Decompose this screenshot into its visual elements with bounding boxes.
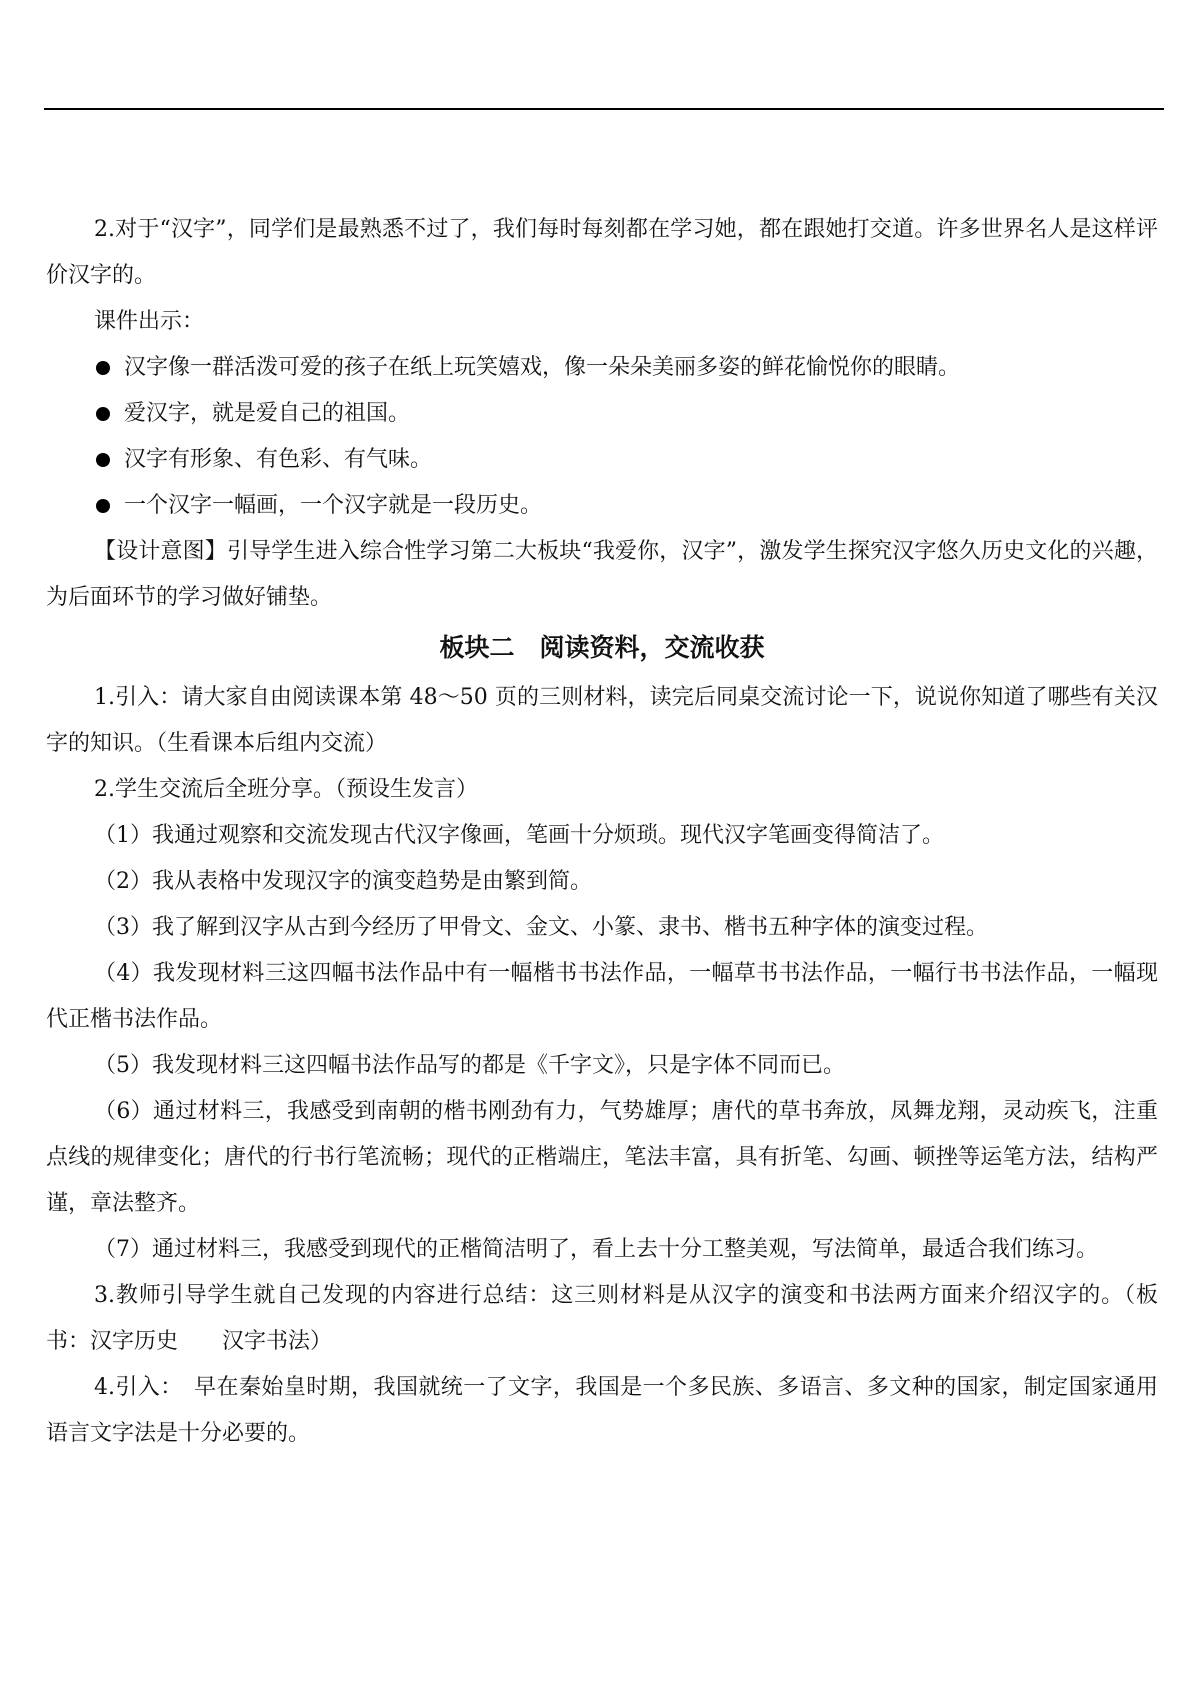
document-body: [46, 207, 1158, 1457]
paragraph-law-intro: 4.引入： 早在秦始皇时期，我国就统一了文字，我国是一个多民族、多语言、多文种的国家，制定国家通用语言文字法是十分必要的。: [46, 1375, 1158, 1446]
list-item: （4）我发现材料三这四幅书法作品中有一幅楷书书法作品，一幅草书书法作品，一幅行书书法作品，一幅现代正楷书法作品。: [46, 961, 1158, 1032]
paragraph-reading-intro: 1.引入：请大家自由阅读课本第 48～50 页的三则材料，读完后同桌交流讨论一下，说说你知道了哪些有关汉字的知识。（生看课本后组内交流）: [46, 685, 1158, 756]
bullet-text: 一个汉字一幅画，一个汉字就是一段历史。: [124, 493, 543, 518]
paragraph-design-intent: 【设计意图】引导学生进入综合性学习第二大板块“我爱你，汉字”，激发学生探究汉字悠久历史文化的兴趣，为后面环节的学习做好铺垫。: [46, 539, 1158, 610]
bullet-text: 汉字有形象、有色彩、有气味。: [124, 447, 433, 472]
bullet-icon: [96, 361, 110, 375]
bullet-item: [46, 483, 1158, 529]
section-title: 板块二 阅读资料，交流收获: [439, 633, 765, 662]
list-item: （3）我了解到汉字从古到今经历了甲骨文、金文、小篆、隶书、楷书五种字体的演变过程。: [94, 915, 989, 940]
bullet-text: 爱汉字，就是爱自己的祖国。: [124, 401, 411, 426]
bullet-item: [46, 391, 1158, 437]
list-item: （5）我发现材料三这四幅书法作品写的都是《千字文》，只是字体不同而已。: [94, 1053, 845, 1078]
bullet-icon: [96, 407, 110, 421]
paragraph-class-share: 2.学生交流后全班分享。（预设生发言）: [94, 777, 478, 802]
bullet-icon: [96, 453, 110, 467]
paragraph-hanzi-intro: 2.对于“汉字”，同学们是最熟悉不过了，我们每时每刻都在学习她，都在跟她打交道。许多世界名人是这样评价汉字的。: [46, 217, 1158, 288]
bullet-icon: [96, 499, 110, 513]
header-rule: [44, 108, 1164, 110]
bullet-item: [46, 345, 1158, 391]
paragraph-courseware: 课件出示：: [94, 309, 205, 334]
bullet-text: 汉字像一群活泼可爱的孩子在纸上玩笑嬉戏，像一朵朵美丽多姿的鲜花愉悦你的眼睛。: [124, 355, 961, 380]
paragraph-teacher-summary: 3.教师引导学生就自己发现的内容进行总结：这三则材料是从汉字的演变和书法两方面来介绍汉字的。（板书：汉字历史 汉字书法）: [46, 1283, 1158, 1354]
list-item: （2）我从表格中发现汉字的演变趋势是由繁到简。: [94, 869, 592, 894]
bullet-item: [46, 437, 1158, 483]
list-item: （1）我通过观察和交流发现古代汉字像画，笔画十分烦琐。现代汉字笔画变得简洁了。: [94, 823, 944, 848]
list-item: （7）通过材料三，我感受到现代的正楷简洁明了，看上去十分工整美观，写法简单，最适合我们练习。: [94, 1237, 1099, 1262]
list-item: （6）通过材料三，我感受到南朝的楷书刚劲有力，气势雄厚；唐代的草书奔放，凤舞龙翔，灵动疾飞，注重点线的规律变化；唐代的行书行笔流畅；现代的正楷端庄，笔法丰富，具有折笔、勾画、顿挫等运笔方法，结构严谨，章法整齐。: [46, 1099, 1158, 1216]
